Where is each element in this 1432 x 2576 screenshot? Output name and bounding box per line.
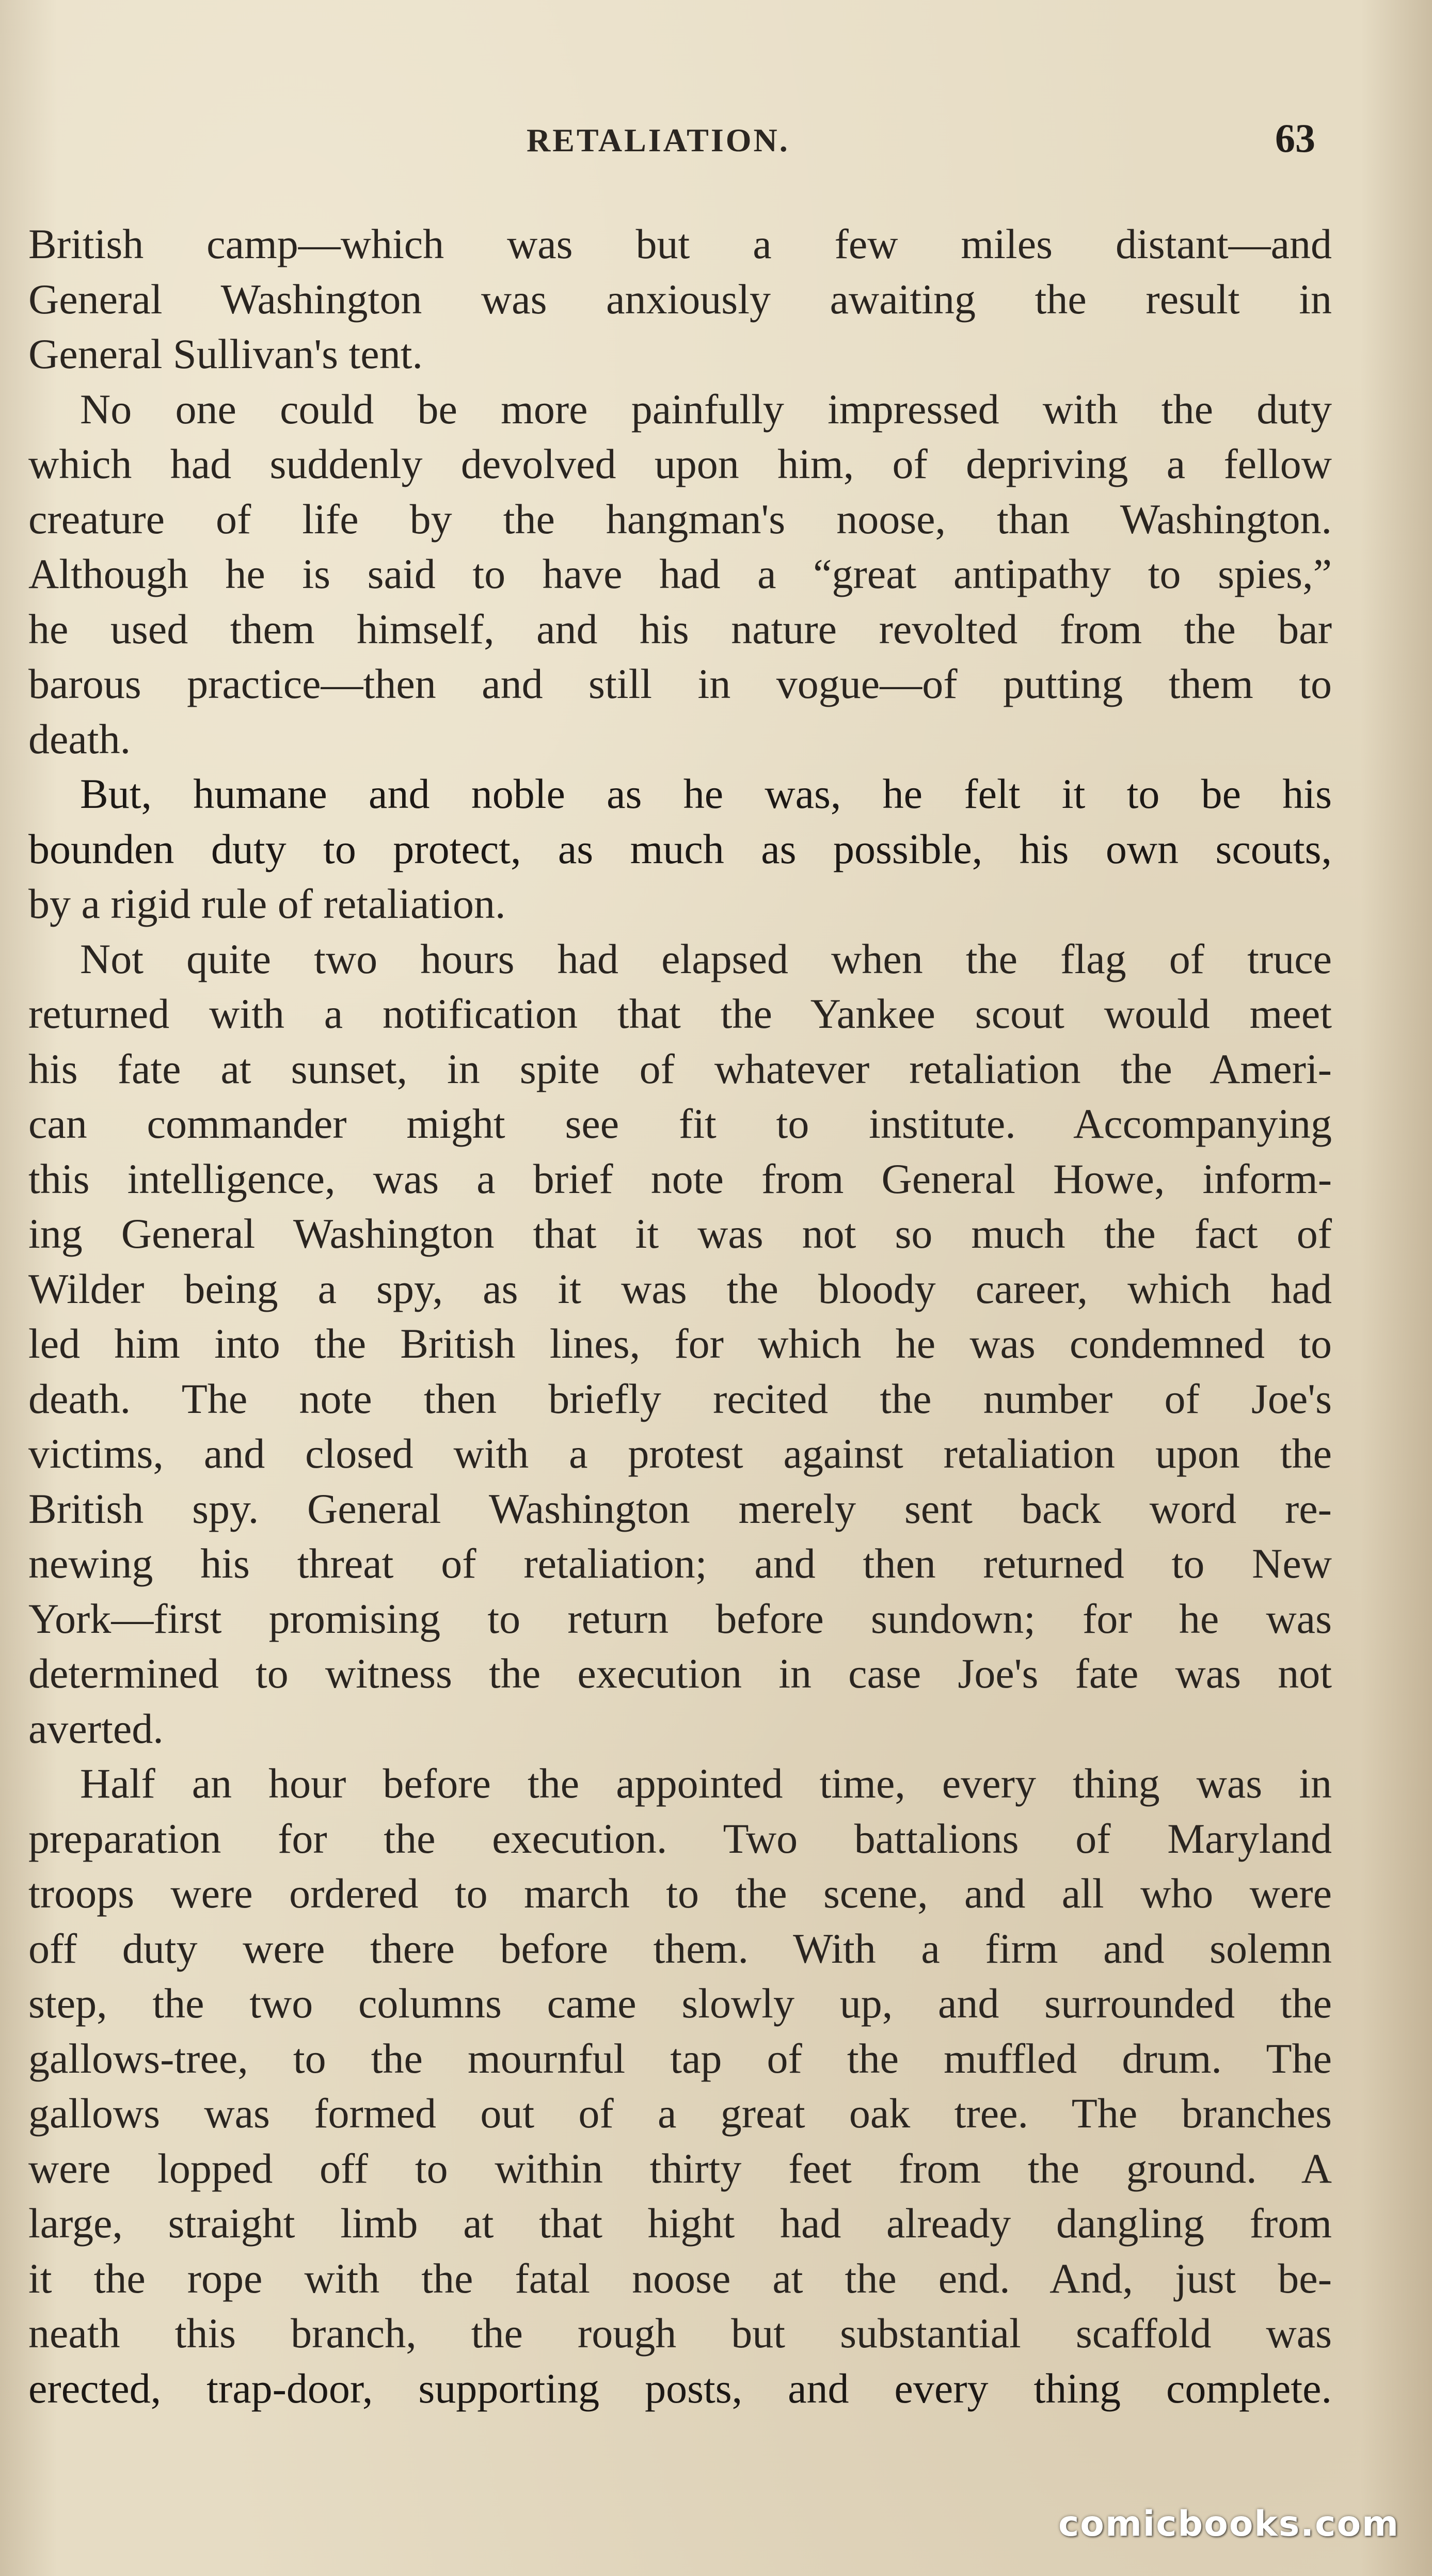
text-line: ing General Washington that it was not so much the fact of	[28, 1210, 1332, 1257]
paragraph-first-line: No one could be more painfully impressed with the duty	[80, 385, 1332, 433]
text-line: returned with a notification that the Yankee scout would meet	[28, 990, 1332, 1037]
text-line: off duty were there before them. With a firm and solemn	[28, 1925, 1332, 1972]
page-number: 63	[1275, 116, 1315, 161]
running-head-title: RETALIATION.	[527, 122, 790, 158]
text-line: General Sullivan's tent.	[28, 330, 423, 377]
text-line: averted.	[28, 1705, 164, 1752]
paragraph-first-line: Not quite two hours had elapsed when the flag of truce	[80, 935, 1332, 982]
text-line: gallows was formed out of a great oak tree. The branches	[28, 2090, 1332, 2137]
text-line: Although he is said to have had a “great antipathy to spies,”	[28, 550, 1332, 597]
text-line: victims, and closed with a protest against retaliation upon the	[28, 1430, 1332, 1477]
text-line: which had suddenly devolved upon him, of depriving a fellow	[28, 440, 1332, 487]
paragraph-first-line: Half an hour before the appointed time, every thing was in	[80, 1760, 1332, 1807]
text-line: death. The note then briefly recited the number of Joe's	[28, 1375, 1332, 1422]
text-line: British camp—which was but a few miles distant—and	[28, 220, 1332, 267]
paragraph-first-line: But, humane and noble as he was, he felt it to be his	[80, 770, 1332, 817]
text-line: York—first promising to return before sundown; for he was	[28, 1595, 1332, 1642]
text-line: this intelligence, was a brief note from General Howe, inform-	[28, 1155, 1332, 1202]
text-line: bounden duty to protect, as much as possible, his own scouts,	[28, 825, 1332, 872]
text-line: step, the two columns came slowly up, and surrounded the	[28, 1980, 1332, 2027]
text-line: Wilder being a spy, as it was the bloody career, which had	[28, 1265, 1332, 1312]
text-line: were lopped off to within thirty feet from the ground. A	[28, 2144, 1332, 2192]
text-line: determined to witness the execution in case Joe's fate was not	[28, 1650, 1332, 1697]
text-line: large, straight limb at that hight had already dangling from	[28, 2200, 1332, 2247]
text-line: barous practice—then and still in vogue—of putting them to	[28, 660, 1332, 707]
text-line: death.	[28, 715, 131, 762]
text-line: preparation for the execution. Two battalions of Maryland	[28, 1815, 1332, 1862]
text-line: his fate at sunset, in spite of whatever retaliation the Ameri-	[28, 1045, 1332, 1092]
text-line: creature of life by the hangman's noose, than Washington.	[28, 495, 1332, 543]
text-line: by a rigid rule of retaliation.	[28, 880, 506, 927]
text-line: gallows-tree, to the mournful tap of the muffled drum. The	[28, 2034, 1332, 2082]
text-line: General Washington was anxiously awaiting the result in	[28, 275, 1332, 323]
body-text	[28, 217, 1332, 2416]
watermark: comicbooks.com	[1058, 2504, 1400, 2545]
text-line: newing his threat of retaliation; and then returned to New	[28, 1540, 1332, 1587]
text-line: erected, trap-door, supporting posts, and every thing complete.	[28, 2364, 1332, 2412]
text-line: it the rope with the fatal noose at the end. And, just be-	[28, 2254, 1332, 2302]
text-line: British spy. General Washington merely sent back word re-	[28, 1485, 1332, 1532]
text-line: he used them himself, and his nature revolted from the bar	[28, 605, 1332, 653]
running-head	[0, 116, 1432, 168]
text-line: troops were ordered to march to the scene, and all who were	[28, 1870, 1332, 1917]
text-line: can commander might see fit to institute. Accompanying	[28, 1100, 1332, 1147]
text-line: neath this branch, the rough but substantial scaffold was	[28, 2310, 1332, 2357]
text-line: led him into the British lines, for which he was condemned to	[28, 1320, 1332, 1367]
